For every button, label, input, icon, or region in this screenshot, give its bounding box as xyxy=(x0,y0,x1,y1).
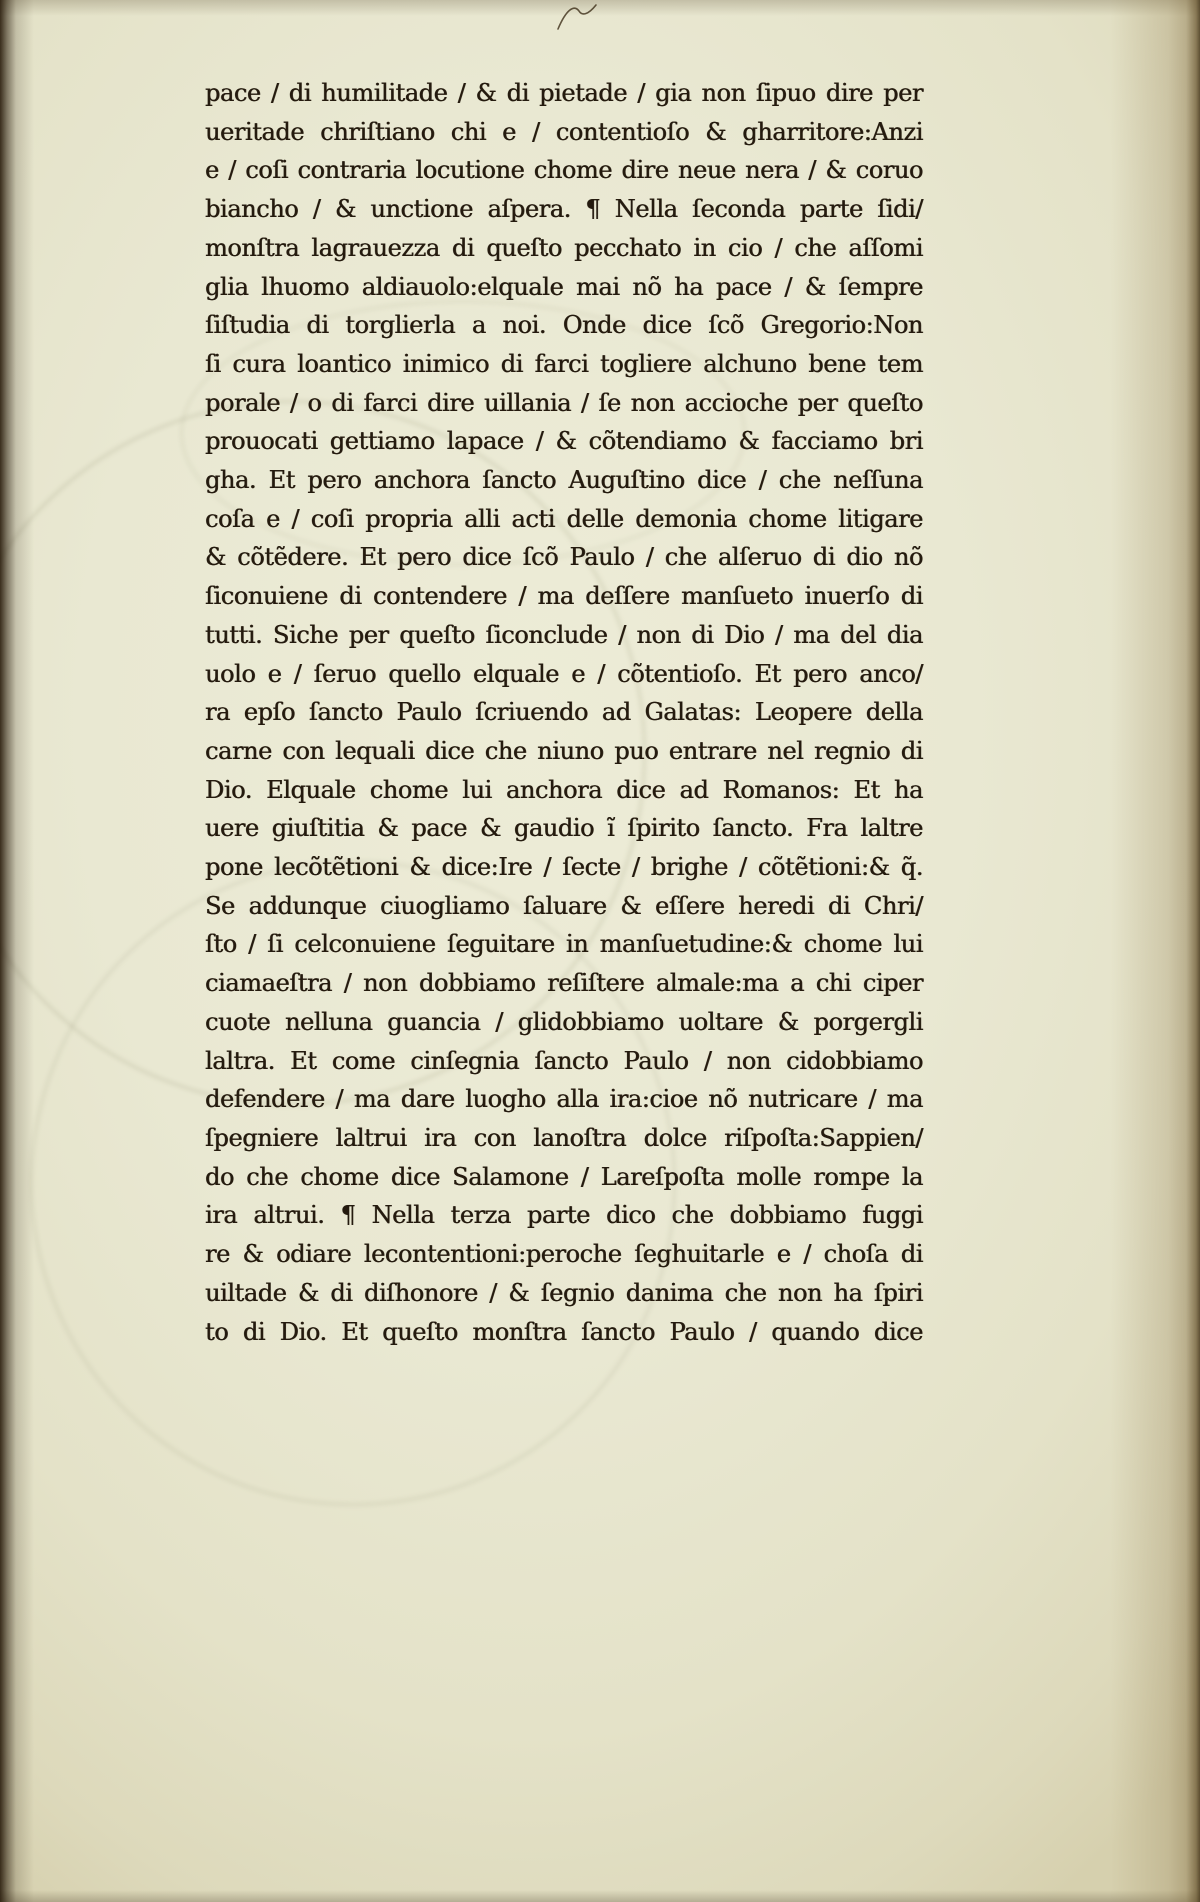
top-edge-shadow xyxy=(0,0,1200,16)
bottom-edge-shadow xyxy=(0,1890,1200,1902)
text-line: to di Dio. Et queſto monſtra ſancto Paulo / quando dice xyxy=(205,1317,923,1346)
text-line: ſpegniere laltrui ira con lanoſtra dolce riſpoſta:Sappien/ xyxy=(205,1123,923,1152)
text-line: glia lhuomo aldiauolo:elquale mai nõ ha pace / & ſempre xyxy=(205,272,923,301)
text-line: monſtra lagrauezza di queſto pecchato in cio / che aſſomi xyxy=(205,233,923,262)
page-stack-edge xyxy=(1110,0,1200,1902)
text-line: prouocati gettiamo lapace / & cõtendiamo & facciamo bri xyxy=(205,427,923,456)
text-line: e / coſi contraria locutione chome dire neue nera / & coruo xyxy=(205,156,923,185)
text-line: carne con lequali dice che niuno puo entrare nel regnio di xyxy=(205,736,923,765)
text-line: re & odiare lecontentioni:peroche ſeghuitarle e / choſa di xyxy=(205,1240,923,1269)
text-line: pace / di humilitade / & di pietade / gia non ſipuo dire per xyxy=(205,79,923,107)
text-line: Se addunque ciuogliamo ſaluare & eſſere heredi di Chri/ xyxy=(205,891,923,920)
text-line: uere giuſtitia & pace & gaudio ĩ ſpirito ſancto. Fra laltre xyxy=(205,814,923,843)
text-line: uolo e / ſeruo quello elquale e / cõtentioſo. Et pero anco/ xyxy=(205,659,923,688)
text-line: ſi cura loantico inimico di farci togliere alchuno bene tem xyxy=(205,349,923,378)
text-line: & cõtẽdere. Et pero dice ſcõ Paulo / che alſeruo di dio nõ xyxy=(205,543,923,572)
text-line: coſa e / coſi propria alli acti delle demonia chome litigare xyxy=(205,504,923,533)
text-line: tutti. Siche per queſto ſiconclude / non di Dio / ma del dia xyxy=(205,620,923,649)
text-line: ſto / ſi celconuiene ſeguitare in manſuetudine:& chome lui xyxy=(205,930,923,959)
text-line: porale / o di farci dire uillania / ſe non accioche per queſto xyxy=(205,388,923,417)
text-line: gha. Et pero anchora ſancto Auguſtino dice / che neſſuna xyxy=(205,466,923,495)
text-block xyxy=(205,74,923,1351)
text-line: cuote nelluna guancia / glidobbiamo uoltare & porgergli xyxy=(205,1007,923,1036)
binding-edge-shadow xyxy=(0,0,34,1902)
text-line: ra epſo ſancto Paulo ſcriuendo ad Galatas: Leopere della xyxy=(205,698,923,727)
text-line: uiltade & di diſhonore / & ſegnio danima che non ha ſpiri xyxy=(205,1278,923,1307)
text-line: laltra. Et come cinſegnia ſancto Paulo / non cidobbiamo xyxy=(205,1046,923,1075)
text-line: ira altrui. ¶ Nella terza parte dico che dobbiamo fuggi xyxy=(205,1201,923,1230)
text-line: pone lecõtẽtioni & dice:Ire / ſecte / brighe / cõtẽtioni:& q̃. xyxy=(205,853,923,882)
text-line: ſiconuiene di contendere / ma deſſere manſueto inuerſo di xyxy=(205,582,923,611)
text-line: ciamaeſtra / non dobbiamo reſiſtere almale:ma a chi ciper xyxy=(205,969,923,998)
text-line: defendere / ma dare luogho alla ira:cioe nõ nutricare / ma xyxy=(205,1085,923,1114)
text-line: do che chome dice Salamone / Lareſpoſta molle rompe la xyxy=(205,1162,923,1191)
text-line: ſiſtudia di torglierla a noi. Onde dice ſcõ Gregorio:Non xyxy=(205,311,923,340)
text-line: biancho / & unctione aſpera. ¶ Nella ſeconda parte ſidi/ xyxy=(205,195,923,224)
text-line: Dio. Elquale chome lui anchora dice ad Romanos: Et ha xyxy=(205,775,923,804)
text-line: ueritade chriſtiano chi e / contentioſo & gharritore:Anzi xyxy=(205,117,923,146)
